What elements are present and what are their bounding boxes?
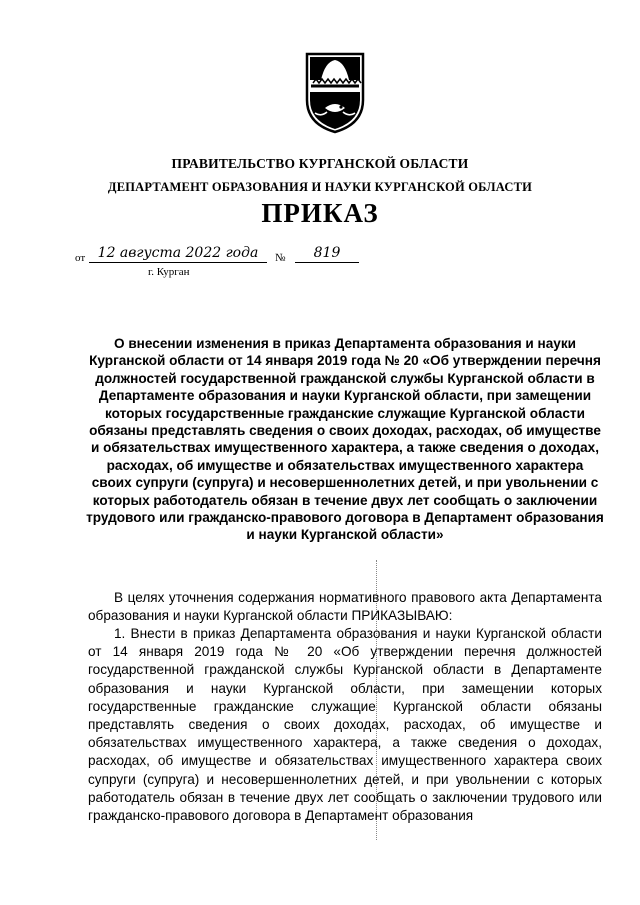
order-subject: О внесении изменения в приказ Департамента образования и науки Курганской области от 14 января 2019 года № 20 «Об утверждении перечня должностей государственной гражданской службы Курганской области в Департаменте образования и науки Курганской области, при замещении которых государственные гражданские служащие Курганской области обязаны представлять сведения о своих доходах, расходах, об имуществе и обязательствах имущественного характера, а также сведения о доходах, расходах, об имуществе и обязательствах имущественного характера своих супруги (супруга) и несовершеннолетних детей, и при увольнении с которых работодатель обязан в течение двух лет сообщать о заключении трудового или гражданско-правового договора в Департамент образования и науки Курганской области» <box>86 336 604 543</box>
document-title: ПРИКАЗ <box>261 198 379 228</box>
order-city: г. Курган <box>148 266 190 278</box>
body-paragraph-2: 1. Внести в приказ Департамента образования и науки Курганской области от 14 января 2019 года № 20 «Об утверждении перечня должностей государственной гражданской службы Курганской области в Департаменте образования и науки Курганской области, при замещении которых государственные гражданские служащие Курганской области обязаны представлять сведения о своих доходах, расходах, об имуществе и обязательствах имущественного характера, а также сведения о доходах, расходах, об имуществе и обязательствах имущественного характера своих супруги (супруга) и несовершеннолетних детей, и при увольнении с которых работодатель обязан в течение двух лет сообщать о заключении трудового или гражданско-правового договора в Департамент образования <box>88 626 602 824</box>
department-name: ДЕПАРТАМЕНТ ОБРАЗОВАНИЯ И НАУКИ КУРГАНСКОЙ ОБЛАСТИ <box>107 180 533 194</box>
government-name: ПРАВИТЕЛЬСТВО КУРГАНСКОЙ ОБЛАСТИ <box>171 156 469 171</box>
order-date-number-row <box>75 244 365 268</box>
order-date: 12 августа 2022 года <box>89 244 267 263</box>
number-prefix: № <box>275 252 286 264</box>
order-number: 819 <box>295 244 359 263</box>
coat-of-arms-icon <box>303 50 367 135</box>
body-paragraph-1: В целях уточнения содержания нормативного правового акта Департамента образования и науки Курганской области ПРИКАЗЫВАЮ: <box>88 590 602 624</box>
date-prefix: от <box>75 252 86 264</box>
